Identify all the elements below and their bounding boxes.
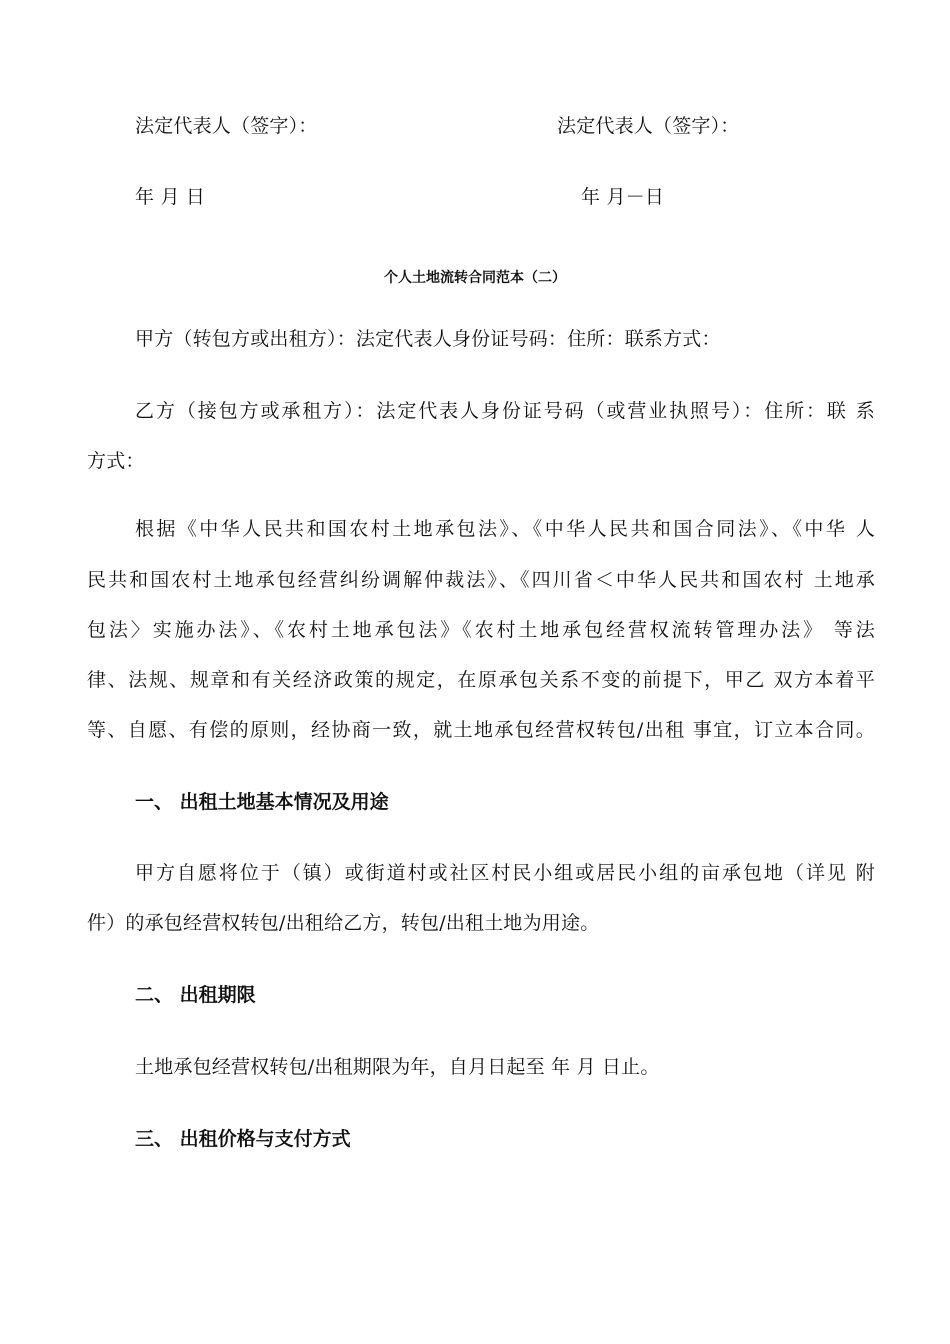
- signature-left-date: 年 月 日: [135, 186, 206, 208]
- signature-right-date: 年 月－日: [581, 186, 665, 208]
- party-b-line-2: 方式：: [87, 450, 145, 472]
- preamble-line-1: 根据《中华人民共和国农村土地承包法》、《中华人民共和国合同法》、《中华 人: [135, 518, 875, 540]
- preamble-line-2: 民共和国农村土地承包经营纠纷调解仲裁法》、《四川省＜中华人民共和国农村 土地承: [87, 569, 875, 591]
- signature-left-representative: 法定代表人（签字）：: [135, 115, 318, 137]
- party-a-line: 甲方（转包方或出租方）：法定代表人身份证号码：住所：联系方式：: [135, 328, 721, 350]
- section-1-heading: 一、 出租土地基本情况及用途: [135, 791, 389, 813]
- signature-right-representative: 法定代表人（签字）：: [557, 115, 740, 137]
- section-2-line-1: 土地承包经营权转包/出租期限为年，自月日起至 年 月 日止。: [135, 1056, 660, 1078]
- preamble-line-5: 等、自愿、有偿的原则，经协商一致，就土地承包经营权转包/出租 事宜，订立本合同。: [87, 719, 875, 741]
- section-1-line-1: 甲方自愿将位于（镇）或街道村或社区村民小组或居民小组的亩承包地（详见 附: [135, 862, 875, 884]
- preamble-line-4: 律、法规、规章和有关经济政策的规定，在原承包关系不变的前提下，甲乙 双方本着平: [87, 669, 875, 691]
- section-3-heading: 三、 出租价格与支付方式: [135, 1128, 351, 1150]
- section-1-line-2: 件）的承包经营权转包/出租给乙方，转包/出租土地为用途。: [87, 912, 600, 934]
- document-title: 个人土地流转合同范本（二）: [384, 270, 566, 286]
- party-b-line-1: 乙方（接包方或承租方）：法定代表人身份证号码（或营业执照号）：住所：联 系: [135, 400, 875, 422]
- section-2-heading: 二、 出租期限: [135, 984, 256, 1006]
- preamble-line-3: 包法〉实施办法》、《农村土地承包法》《农村土地承包经营权流转管理办法》 等法: [87, 619, 875, 641]
